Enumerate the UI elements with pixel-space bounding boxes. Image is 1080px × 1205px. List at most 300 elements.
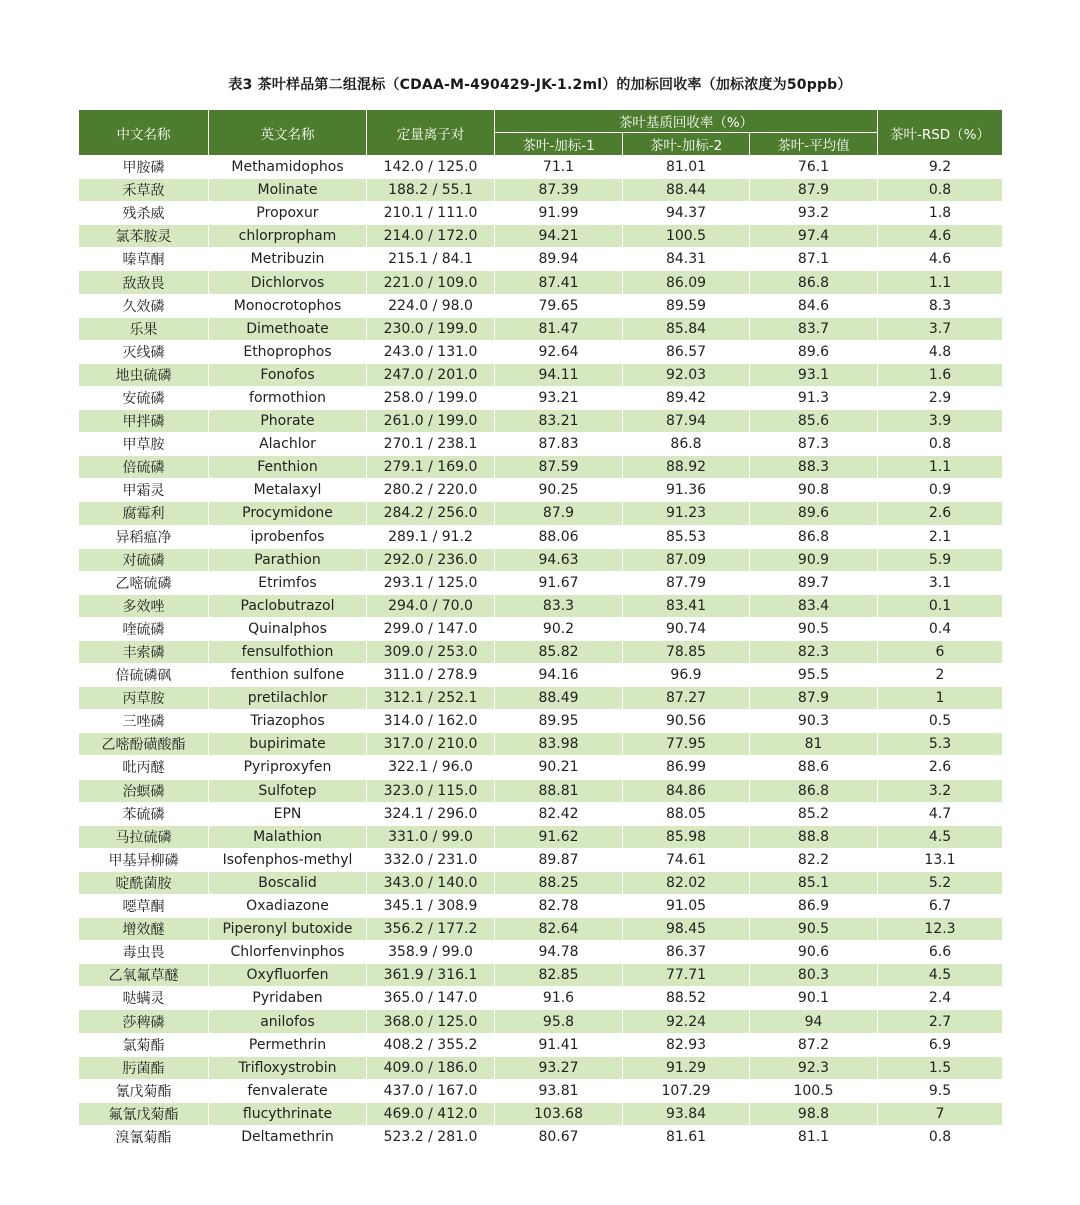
cell-rsd: 4.6 xyxy=(878,248,1003,271)
cell-en-name: formothion xyxy=(209,386,367,409)
cell-cn-name: 地虫硫磷 xyxy=(79,363,209,386)
cell-ion-pair: 243.0 / 131.0 xyxy=(367,340,495,363)
table-row xyxy=(79,871,1003,894)
cell-en-name: Triazophos xyxy=(209,710,367,733)
cell-en-name: Isofenphos-methyl xyxy=(209,848,367,871)
cell-average: 95.5 xyxy=(750,664,878,687)
cell-spike-1: 82.42 xyxy=(495,802,623,825)
cell-average: 89.6 xyxy=(750,502,878,525)
table-row xyxy=(79,317,1003,340)
cell-cn-name: 腐霉利 xyxy=(79,502,209,525)
cell-ion-pair: 312.1 / 252.1 xyxy=(367,687,495,710)
cell-en-name: Chlorfenvinphos xyxy=(209,941,367,964)
cell-ion-pair: 299.0 / 147.0 xyxy=(367,617,495,640)
table-row xyxy=(79,918,1003,941)
cell-spike-1: 91.99 xyxy=(495,202,623,225)
cell-rsd: 2.9 xyxy=(878,386,1003,409)
cell-ion-pair: 324.1 / 296.0 xyxy=(367,802,495,825)
cell-spike-1: 93.81 xyxy=(495,1079,623,1102)
cell-spike-2: 90.74 xyxy=(623,617,750,640)
cell-spike-1: 93.21 xyxy=(495,386,623,409)
cell-spike-2: 91.29 xyxy=(623,1056,750,1079)
cell-rsd: 4.5 xyxy=(878,964,1003,987)
cell-rsd: 2.1 xyxy=(878,525,1003,548)
cell-average: 90.5 xyxy=(750,617,878,640)
cell-spike-2: 88.44 xyxy=(623,179,750,202)
cell-rsd: 1.1 xyxy=(878,271,1003,294)
cell-cn-name: 嗪草酮 xyxy=(79,248,209,271)
header-en-name: 英文名称 xyxy=(209,110,367,156)
cell-rsd: 3.7 xyxy=(878,317,1003,340)
cell-spike-1: 89.95 xyxy=(495,710,623,733)
cell-en-name: Fenthion xyxy=(209,456,367,479)
header-cn-name: 中文名称 xyxy=(79,110,209,156)
table-row xyxy=(79,664,1003,687)
cell-spike-1: 83.98 xyxy=(495,733,623,756)
cell-spike-1: 90.2 xyxy=(495,617,623,640)
table-row xyxy=(79,848,1003,871)
cell-spike-1: 82.64 xyxy=(495,918,623,941)
cell-cn-name: 对硫磷 xyxy=(79,548,209,571)
cell-spike-2: 81.61 xyxy=(623,1125,750,1148)
cell-en-name: Fonofos xyxy=(209,363,367,386)
cell-cn-name: 敌敌畏 xyxy=(79,271,209,294)
cell-cn-name: 苯硫磷 xyxy=(79,802,209,825)
cell-average: 86.8 xyxy=(750,779,878,802)
cell-average: 93.2 xyxy=(750,202,878,225)
table-row xyxy=(79,617,1003,640)
cell-spike-2: 86.99 xyxy=(623,756,750,779)
cell-cn-name: 禾草敌 xyxy=(79,179,209,202)
table-row xyxy=(79,294,1003,317)
table-row xyxy=(79,802,1003,825)
cell-ion-pair: 309.0 / 253.0 xyxy=(367,640,495,663)
cell-ion-pair: 221.0 / 109.0 xyxy=(367,271,495,294)
cell-spike-2: 89.42 xyxy=(623,386,750,409)
cell-spike-2: 86.8 xyxy=(623,433,750,456)
header-rsd: 茶叶-RSD（%） xyxy=(878,110,1003,156)
cell-average: 86.9 xyxy=(750,895,878,918)
cell-spike-2: 77.71 xyxy=(623,964,750,987)
cell-rsd: 3.2 xyxy=(878,779,1003,802)
cell-rsd: 1.6 xyxy=(878,363,1003,386)
cell-en-name: Pyriproxyfen xyxy=(209,756,367,779)
cell-average: 89.7 xyxy=(750,571,878,594)
table-row xyxy=(79,479,1003,502)
table-row xyxy=(79,594,1003,617)
cell-cn-name: 甲基异柳磷 xyxy=(79,848,209,871)
table-row xyxy=(79,248,1003,271)
cell-average: 93.1 xyxy=(750,363,878,386)
cell-ion-pair: 279.1 / 169.0 xyxy=(367,456,495,479)
cell-cn-name: 毒虫畏 xyxy=(79,941,209,964)
table-row xyxy=(79,456,1003,479)
cell-rsd: 13.1 xyxy=(878,848,1003,871)
cell-spike-1: 87.83 xyxy=(495,433,623,456)
cell-spike-2: 83.41 xyxy=(623,594,750,617)
cell-en-name: Molinate xyxy=(209,179,367,202)
cell-ion-pair: 292.0 / 236.0 xyxy=(367,548,495,571)
cell-spike-1: 91.67 xyxy=(495,571,623,594)
cell-rsd: 2.6 xyxy=(878,756,1003,779)
cell-rsd: 0.8 xyxy=(878,179,1003,202)
cell-en-name: Malathion xyxy=(209,825,367,848)
table-row xyxy=(79,640,1003,663)
cell-en-name: Quinalphos xyxy=(209,617,367,640)
cell-average: 82.2 xyxy=(750,848,878,871)
cell-ion-pair: 317.0 / 210.0 xyxy=(367,733,495,756)
cell-spike-1: 88.25 xyxy=(495,871,623,894)
cell-rsd: 1 xyxy=(878,687,1003,710)
cell-spike-2: 100.5 xyxy=(623,225,750,248)
table-row xyxy=(79,156,1003,179)
cell-spike-2: 86.09 xyxy=(623,271,750,294)
cell-cn-name: 残杀威 xyxy=(79,202,209,225)
cell-cn-name: 乙嘧硫磷 xyxy=(79,571,209,594)
cell-spike-2: 86.37 xyxy=(623,941,750,964)
cell-ion-pair: 261.0 / 199.0 xyxy=(367,410,495,433)
cell-cn-name: 三唑磷 xyxy=(79,710,209,733)
cell-ion-pair: 314.0 / 162.0 xyxy=(367,710,495,733)
cell-rsd: 12.3 xyxy=(878,918,1003,941)
cell-ion-pair: 523.2 / 281.0 xyxy=(367,1125,495,1148)
cell-average: 88.8 xyxy=(750,825,878,848)
cell-average: 92.3 xyxy=(750,1056,878,1079)
cell-ion-pair: 188.2 / 55.1 xyxy=(367,179,495,202)
cell-spike-1: 92.64 xyxy=(495,340,623,363)
cell-rsd: 0.9 xyxy=(878,479,1003,502)
cell-spike-2: 90.56 xyxy=(623,710,750,733)
cell-ion-pair: 142.0 / 125.0 xyxy=(367,156,495,179)
cell-rsd: 5.9 xyxy=(878,548,1003,571)
cell-spike-2: 93.84 xyxy=(623,1102,750,1125)
table-row xyxy=(79,340,1003,363)
cell-cn-name: 丰索磷 xyxy=(79,640,209,663)
cell-ion-pair: 293.1 / 125.0 xyxy=(367,571,495,594)
cell-spike-1: 88.06 xyxy=(495,525,623,548)
cell-average: 85.1 xyxy=(750,871,878,894)
cell-cn-name: 多效唑 xyxy=(79,594,209,617)
recovery-table xyxy=(78,109,1003,1149)
cell-average: 83.4 xyxy=(750,594,878,617)
cell-en-name: Oxyfluorfen xyxy=(209,964,367,987)
cell-rsd: 9.5 xyxy=(878,1079,1003,1102)
cell-ion-pair: 356.2 / 177.2 xyxy=(367,918,495,941)
cell-rsd: 4.8 xyxy=(878,340,1003,363)
cell-cn-name: 丙草胺 xyxy=(79,687,209,710)
cell-average: 97.4 xyxy=(750,225,878,248)
cell-en-name: bupirimate xyxy=(209,733,367,756)
cell-spike-1: 83.3 xyxy=(495,594,623,617)
cell-spike-1: 85.82 xyxy=(495,640,623,663)
cell-cn-name: 乙嘧酚磺酸酯 xyxy=(79,733,209,756)
table-row xyxy=(79,363,1003,386)
cell-average: 87.2 xyxy=(750,1033,878,1056)
cell-rsd: 4.5 xyxy=(878,825,1003,848)
cell-en-name: Etrimfos xyxy=(209,571,367,594)
cell-rsd: 3.9 xyxy=(878,410,1003,433)
cell-spike-1: 94.78 xyxy=(495,941,623,964)
cell-ion-pair: 361.9 / 316.1 xyxy=(367,964,495,987)
cell-rsd: 4.6 xyxy=(878,225,1003,248)
cell-spike-2: 87.94 xyxy=(623,410,750,433)
table-row xyxy=(79,1079,1003,1102)
table-row xyxy=(79,410,1003,433)
table-row xyxy=(79,733,1003,756)
cell-en-name: Dichlorvos xyxy=(209,271,367,294)
cell-rsd: 2.6 xyxy=(878,502,1003,525)
cell-spike-1: 88.49 xyxy=(495,687,623,710)
table-row xyxy=(79,1102,1003,1125)
cell-cn-name: 甲拌磷 xyxy=(79,410,209,433)
cell-average: 98.8 xyxy=(750,1102,878,1125)
cell-rsd: 6.7 xyxy=(878,895,1003,918)
cell-en-name: Sulfotep xyxy=(209,779,367,802)
cell-cn-name: 甲霜灵 xyxy=(79,479,209,502)
cell-spike-1: 94.63 xyxy=(495,548,623,571)
table-row xyxy=(79,941,1003,964)
header-recovery-group: 茶叶基质回收率（%） xyxy=(495,110,878,133)
cell-spike-1: 83.21 xyxy=(495,410,623,433)
cell-spike-1: 88.81 xyxy=(495,779,623,802)
cell-en-name: Metribuzin xyxy=(209,248,367,271)
cell-cn-name: 噁草酮 xyxy=(79,895,209,918)
cell-spike-1: 91.41 xyxy=(495,1033,623,1056)
cell-rsd: 5.2 xyxy=(878,871,1003,894)
cell-rsd: 1.1 xyxy=(878,456,1003,479)
table-row xyxy=(79,179,1003,202)
cell-en-name: fensulfothion xyxy=(209,640,367,663)
cell-average: 87.3 xyxy=(750,433,878,456)
cell-cn-name: 治螟磷 xyxy=(79,779,209,802)
cell-cn-name: 氰戊菊酯 xyxy=(79,1079,209,1102)
cell-average: 84.6 xyxy=(750,294,878,317)
cell-en-name: Monocrotophos xyxy=(209,294,367,317)
cell-spike-2: 85.98 xyxy=(623,825,750,848)
table-row xyxy=(79,779,1003,802)
cell-ion-pair: 247.0 / 201.0 xyxy=(367,363,495,386)
cell-cn-name: 安硫磷 xyxy=(79,386,209,409)
cell-spike-1: 95.8 xyxy=(495,1010,623,1033)
table-row xyxy=(79,1010,1003,1033)
cell-en-name: flucythrinate xyxy=(209,1102,367,1125)
cell-spike-2: 91.05 xyxy=(623,895,750,918)
cell-cn-name: 甲胺磷 xyxy=(79,156,209,179)
cell-en-name: Permethrin xyxy=(209,1033,367,1056)
table-row xyxy=(79,202,1003,225)
cell-ion-pair: 343.0 / 140.0 xyxy=(367,871,495,894)
cell-ion-pair: 294.0 / 70.0 xyxy=(367,594,495,617)
cell-en-name: Trifloxystrobin xyxy=(209,1056,367,1079)
cell-ion-pair: 280.2 / 220.0 xyxy=(367,479,495,502)
cell-average: 90.9 xyxy=(750,548,878,571)
cell-cn-name: 倍硫磷砜 xyxy=(79,664,209,687)
cell-en-name: Propoxur xyxy=(209,202,367,225)
cell-en-name: Parathion xyxy=(209,548,367,571)
cell-rsd: 4.7 xyxy=(878,802,1003,825)
cell-spike-1: 93.27 xyxy=(495,1056,623,1079)
cell-ion-pair: 368.0 / 125.0 xyxy=(367,1010,495,1033)
cell-spike-2: 85.84 xyxy=(623,317,750,340)
cell-rsd: 0.4 xyxy=(878,617,1003,640)
table-row xyxy=(79,987,1003,1010)
cell-spike-1: 87.9 xyxy=(495,502,623,525)
cell-ion-pair: 358.9 / 99.0 xyxy=(367,941,495,964)
table-row xyxy=(79,1033,1003,1056)
cell-average: 88.6 xyxy=(750,756,878,779)
cell-spike-1: 82.85 xyxy=(495,964,623,987)
cell-spike-2: 82.02 xyxy=(623,871,750,894)
cell-en-name: Paclobutrazol xyxy=(209,594,367,617)
cell-rsd: 7 xyxy=(878,1102,1003,1125)
cell-average: 87.1 xyxy=(750,248,878,271)
cell-cn-name: 增效醚 xyxy=(79,918,209,941)
cell-rsd: 2 xyxy=(878,664,1003,687)
cell-cn-name: 肟菌酯 xyxy=(79,1056,209,1079)
cell-en-name: chlorpropham xyxy=(209,225,367,248)
cell-spike-1: 79.65 xyxy=(495,294,623,317)
cell-spike-2: 87.79 xyxy=(623,571,750,594)
cell-cn-name: 莎稗磷 xyxy=(79,1010,209,1033)
cell-spike-1: 91.62 xyxy=(495,825,623,848)
cell-ion-pair: 323.0 / 115.0 xyxy=(367,779,495,802)
cell-ion-pair: 331.0 / 99.0 xyxy=(367,825,495,848)
cell-ion-pair: 210.1 / 111.0 xyxy=(367,202,495,225)
table-title: 表3 茶叶样品第二组混标（CDAA-M-490429-JK-1.2ml）的加标回收率（加标浓度为50ppb） xyxy=(228,77,852,93)
table-row xyxy=(79,225,1003,248)
cell-spike-2: 82.93 xyxy=(623,1033,750,1056)
cell-rsd: 0.8 xyxy=(878,1125,1003,1148)
cell-en-name: Deltamethrin xyxy=(209,1125,367,1148)
cell-en-name: fenvalerate xyxy=(209,1079,367,1102)
cell-spike-1: 94.21 xyxy=(495,225,623,248)
cell-en-name: Metalaxyl xyxy=(209,479,367,502)
cell-cn-name: 异稻瘟净 xyxy=(79,525,209,548)
cell-en-name: Methamidophos xyxy=(209,156,367,179)
cell-ion-pair: 289.1 / 91.2 xyxy=(367,525,495,548)
cell-ion-pair: 469.0 / 412.0 xyxy=(367,1102,495,1125)
cell-rsd: 0.1 xyxy=(878,594,1003,617)
cell-spike-1: 71.1 xyxy=(495,156,623,179)
cell-en-name: Piperonyl butoxide xyxy=(209,918,367,941)
table-row xyxy=(79,687,1003,710)
cell-spike-2: 91.23 xyxy=(623,502,750,525)
cell-ion-pair: 332.0 / 231.0 xyxy=(367,848,495,871)
cell-ion-pair: 270.1 / 238.1 xyxy=(367,433,495,456)
cell-spike-2: 96.9 xyxy=(623,664,750,687)
cell-ion-pair: 311.0 / 278.9 xyxy=(367,664,495,687)
cell-rsd: 6.9 xyxy=(878,1033,1003,1056)
cell-spike-1: 89.94 xyxy=(495,248,623,271)
cell-spike-2: 88.52 xyxy=(623,987,750,1010)
cell-cn-name: 倍硫磷 xyxy=(79,456,209,479)
table-row xyxy=(79,1056,1003,1079)
cell-en-name: fenthion sulfone xyxy=(209,664,367,687)
cell-en-name: Procymidone xyxy=(209,502,367,525)
cell-rsd: 2.7 xyxy=(878,1010,1003,1033)
cell-average: 86.8 xyxy=(750,271,878,294)
cell-spike-2: 74.61 xyxy=(623,848,750,871)
cell-spike-1: 90.21 xyxy=(495,756,623,779)
table-row xyxy=(79,756,1003,779)
table-row xyxy=(79,895,1003,918)
cell-rsd: 0.8 xyxy=(878,433,1003,456)
table-row xyxy=(79,710,1003,733)
cell-en-name: Alachlor xyxy=(209,433,367,456)
cell-spike-1: 81.47 xyxy=(495,317,623,340)
cell-cn-name: 吡丙醚 xyxy=(79,756,209,779)
table-row xyxy=(79,1125,1003,1148)
cell-average: 87.9 xyxy=(750,179,878,202)
cell-ion-pair: 214.0 / 172.0 xyxy=(367,225,495,248)
table-row xyxy=(79,271,1003,294)
cell-average: 82.3 xyxy=(750,640,878,663)
cell-rsd: 3.1 xyxy=(878,571,1003,594)
cell-cn-name: 溴氰菊酯 xyxy=(79,1125,209,1148)
cell-ion-pair: 365.0 / 147.0 xyxy=(367,987,495,1010)
cell-spike-1: 94.16 xyxy=(495,664,623,687)
cell-ion-pair: 437.0 / 167.0 xyxy=(367,1079,495,1102)
cell-spike-1: 103.68 xyxy=(495,1102,623,1125)
cell-spike-2: 77.95 xyxy=(623,733,750,756)
cell-spike-2: 87.27 xyxy=(623,687,750,710)
cell-spike-2: 88.05 xyxy=(623,802,750,825)
cell-spike-1: 89.87 xyxy=(495,848,623,871)
header-spike-1: 茶叶-加标-1 xyxy=(495,133,623,156)
cell-rsd: 0.5 xyxy=(878,710,1003,733)
cell-cn-name: 灭线磷 xyxy=(79,340,209,363)
cell-en-name: Dimethoate xyxy=(209,317,367,340)
cell-spike-1: 91.6 xyxy=(495,987,623,1010)
cell-average: 88.3 xyxy=(750,456,878,479)
cell-spike-2: 87.09 xyxy=(623,548,750,571)
cell-en-name: anilofos xyxy=(209,1010,367,1033)
cell-spike-1: 87.39 xyxy=(495,179,623,202)
cell-cn-name: 啶酰菌胺 xyxy=(79,871,209,894)
cell-en-name: pretilachlor xyxy=(209,687,367,710)
table-header xyxy=(79,110,1003,156)
cell-cn-name: 久效磷 xyxy=(79,294,209,317)
cell-spike-2: 86.57 xyxy=(623,340,750,363)
cell-cn-name: 哒螨灵 xyxy=(79,987,209,1010)
cell-rsd: 5.3 xyxy=(878,733,1003,756)
cell-spike-1: 87.59 xyxy=(495,456,623,479)
header-ion-pair: 定量离子对 xyxy=(367,110,495,156)
cell-spike-1: 94.11 xyxy=(495,363,623,386)
header-average: 茶叶-平均值 xyxy=(750,133,878,156)
cell-ion-pair: 322.1 / 96.0 xyxy=(367,756,495,779)
cell-average: 81.1 xyxy=(750,1125,878,1148)
cell-en-name: iprobenfos xyxy=(209,525,367,548)
cell-ion-pair: 230.0 / 199.0 xyxy=(367,317,495,340)
cell-spike-2: 92.24 xyxy=(623,1010,750,1033)
cell-rsd: 6.6 xyxy=(878,941,1003,964)
cell-spike-1: 87.41 xyxy=(495,271,623,294)
cell-average: 90.3 xyxy=(750,710,878,733)
cell-ion-pair: 345.1 / 308.9 xyxy=(367,895,495,918)
cell-spike-2: 88.92 xyxy=(623,456,750,479)
table-row xyxy=(79,502,1003,525)
cell-average: 85.2 xyxy=(750,802,878,825)
cell-rsd: 8.3 xyxy=(878,294,1003,317)
cell-rsd: 1.5 xyxy=(878,1056,1003,1079)
cell-cn-name: 乙氧氟草醚 xyxy=(79,964,209,987)
cell-spike-2: 89.59 xyxy=(623,294,750,317)
cell-spike-2: 78.85 xyxy=(623,640,750,663)
cell-average: 85.6 xyxy=(750,410,878,433)
cell-spike-2: 92.03 xyxy=(623,363,750,386)
cell-average: 83.7 xyxy=(750,317,878,340)
